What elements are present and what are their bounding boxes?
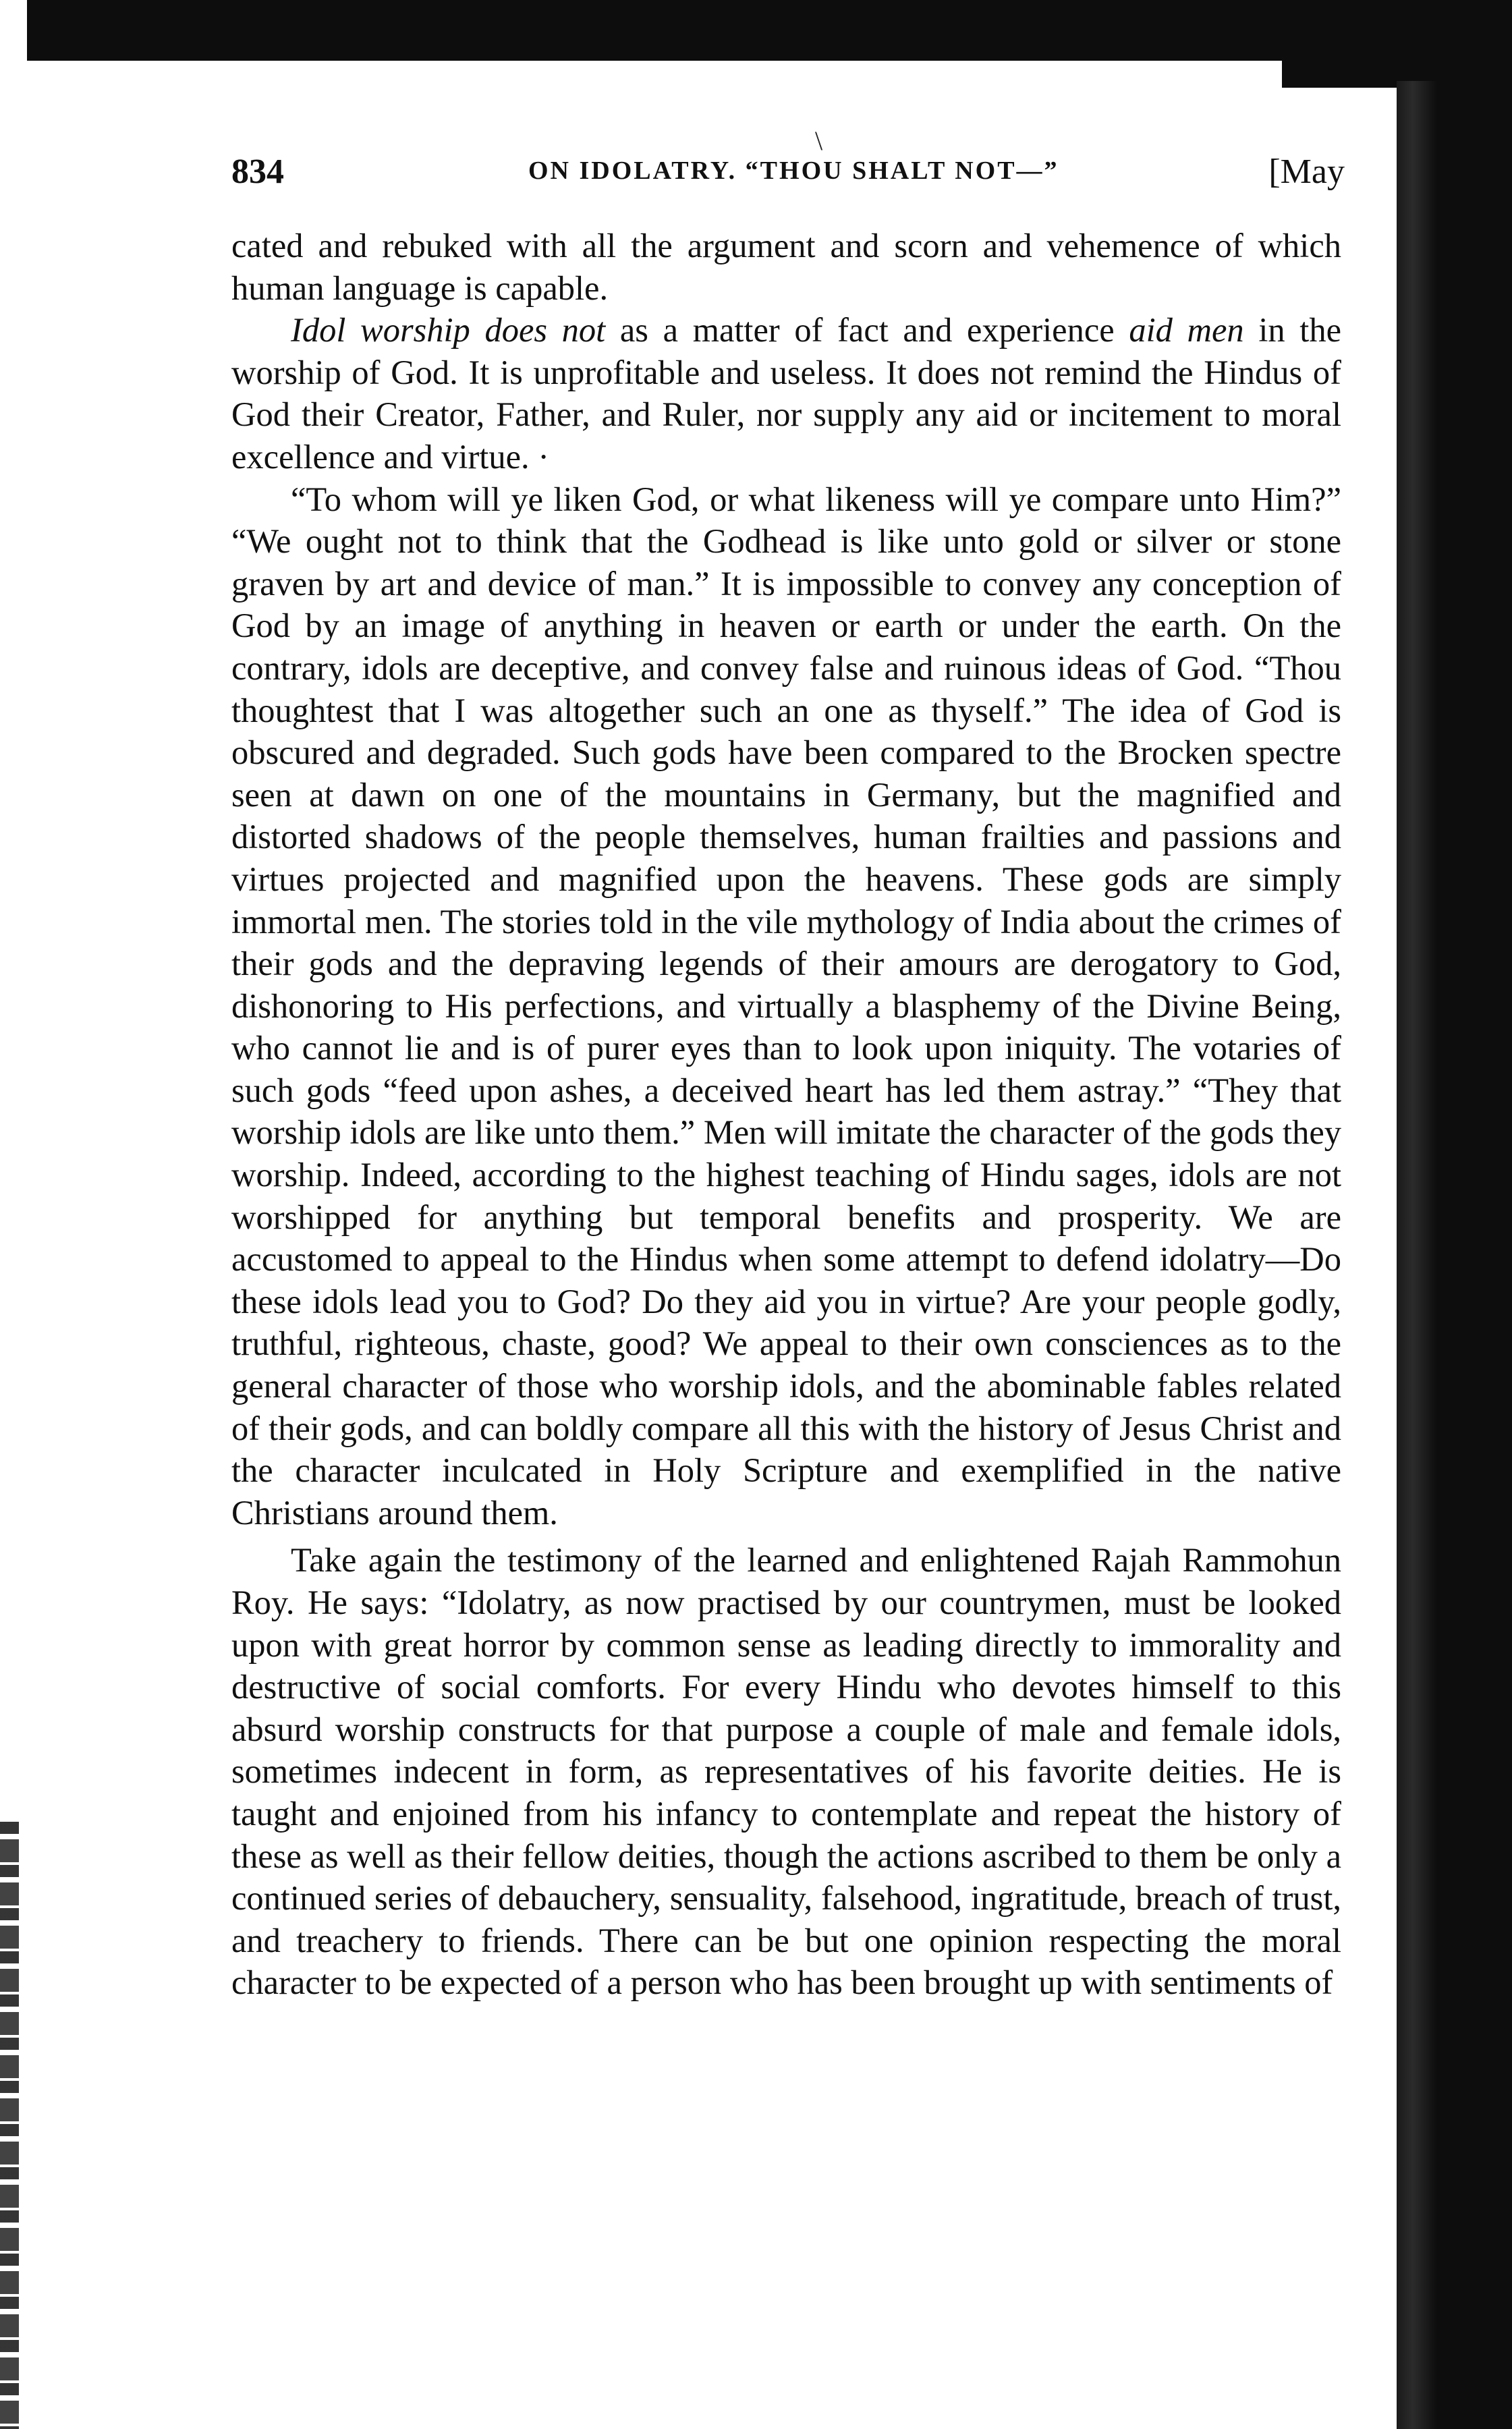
text-run: in the worship of God. It is unprofitable and useless. It does not remind the Hindus of God their Creator, Father, and Ruler, nor supply any aid or incitement to moral excellence and virtue. · xyxy=(231,311,1341,476)
italic-text: Idol worship does not xyxy=(291,311,606,350)
page-header xyxy=(231,152,1345,206)
body-text xyxy=(231,225,1341,2004)
text-run: Take again the testimony of the learned and enlightened Rajah Rammohun Roy. He says: “Idolatry, as now practised by our countrymen, must be looked upon with great horror by common sense as leading directly to immorality and destructive of social comforts. For every Hindu who devotes himself to this absurd worship constructs for that purpose a couple of male and female idols, sometimes indecent in form, as representatives of his favorite deities. He is taught and enjoined from his infancy to contemplate and repeat the history of these as well as their fellow deities, though the actions ascribed to them be only a continued series of debauchery, sensuality, falsehood, ingratitude, breach of trust, and treachery to friends. There can be but one opinion respecting the moral character to be expected of a person who has been brought up with sentiments of xyxy=(231,1541,1341,2002)
text-run: cated and rebuked with all the argument and scorn and vehemence of which human language is capable. xyxy=(231,227,1341,307)
italic-text: aid men xyxy=(1129,311,1244,350)
text-run: as a matter of fact and experience xyxy=(605,311,1129,350)
paragraph xyxy=(231,225,1341,309)
paragraph xyxy=(231,478,1341,1534)
running-title: ON IDOLATRY. “THOU SHALT NOT—” xyxy=(528,157,1059,185)
scan-border-left xyxy=(0,1822,19,2429)
paragraph xyxy=(231,1539,1341,2004)
header-date: [May xyxy=(1268,152,1345,191)
scan-border-right-shade xyxy=(1397,81,1437,2429)
paragraph xyxy=(231,309,1341,478)
page-number: 834 xyxy=(231,152,284,191)
text-run: “To whom will ye liken God, or what likeness will ye compare unto Him?” “We ought not to think that the Godhead is like unto gold or silver or stone graven by art and device of man.” It is impossible to convey any conception of God by an image of anything in heaven or earth or under the earth. On the contrary, idols are deceptive, and convey false and ruinous ideas of God. “Thou thoughtest that I was altogether such an one as thyself.” The idea of God is obscured and degraded. Such gods have been compared to the Brocken spectre seen at dawn on one of the mountains in Germany, but the magnified and distorted shadows of the people themselves, human frailties and passions and virtues projected and magnified upon the heavens. These gods are simply immortal men. The stories told in the vile mythology of India about the crimes of their gods and the depraving legends of their amours are derogatory to God, dishonoring to His perfections, and virtually a blasphemy of the Divine Being, who cannot lie and is of purer eyes than to look upon iniquity. The votaries of such gods “feed upon ashes, a deceived heart has led them astray.” “They that worship idols are like unto them.” Men will imitate the character of the gods they worship. Indeed, according to the highest teaching of Hindu sages, idols are not worshipped for anything but temporal benefits and prosperity. We are accustomed to appeal to the Hindus when some attempt to defend idolatry—Do these idols lead you to God? Do they aid you in virtue? Are your people godly, truthful, righteous, chaste, good? We appeal to their own consciences as to the general character of those who worship idols, and the abominable fables related of their gods, and can boldly compare all this with the history of Jesus Christ and the character inculcated in Holy Scripture and exemplified in the native Christians around them. xyxy=(231,480,1341,1532)
stray-mark: \ xyxy=(815,125,823,156)
